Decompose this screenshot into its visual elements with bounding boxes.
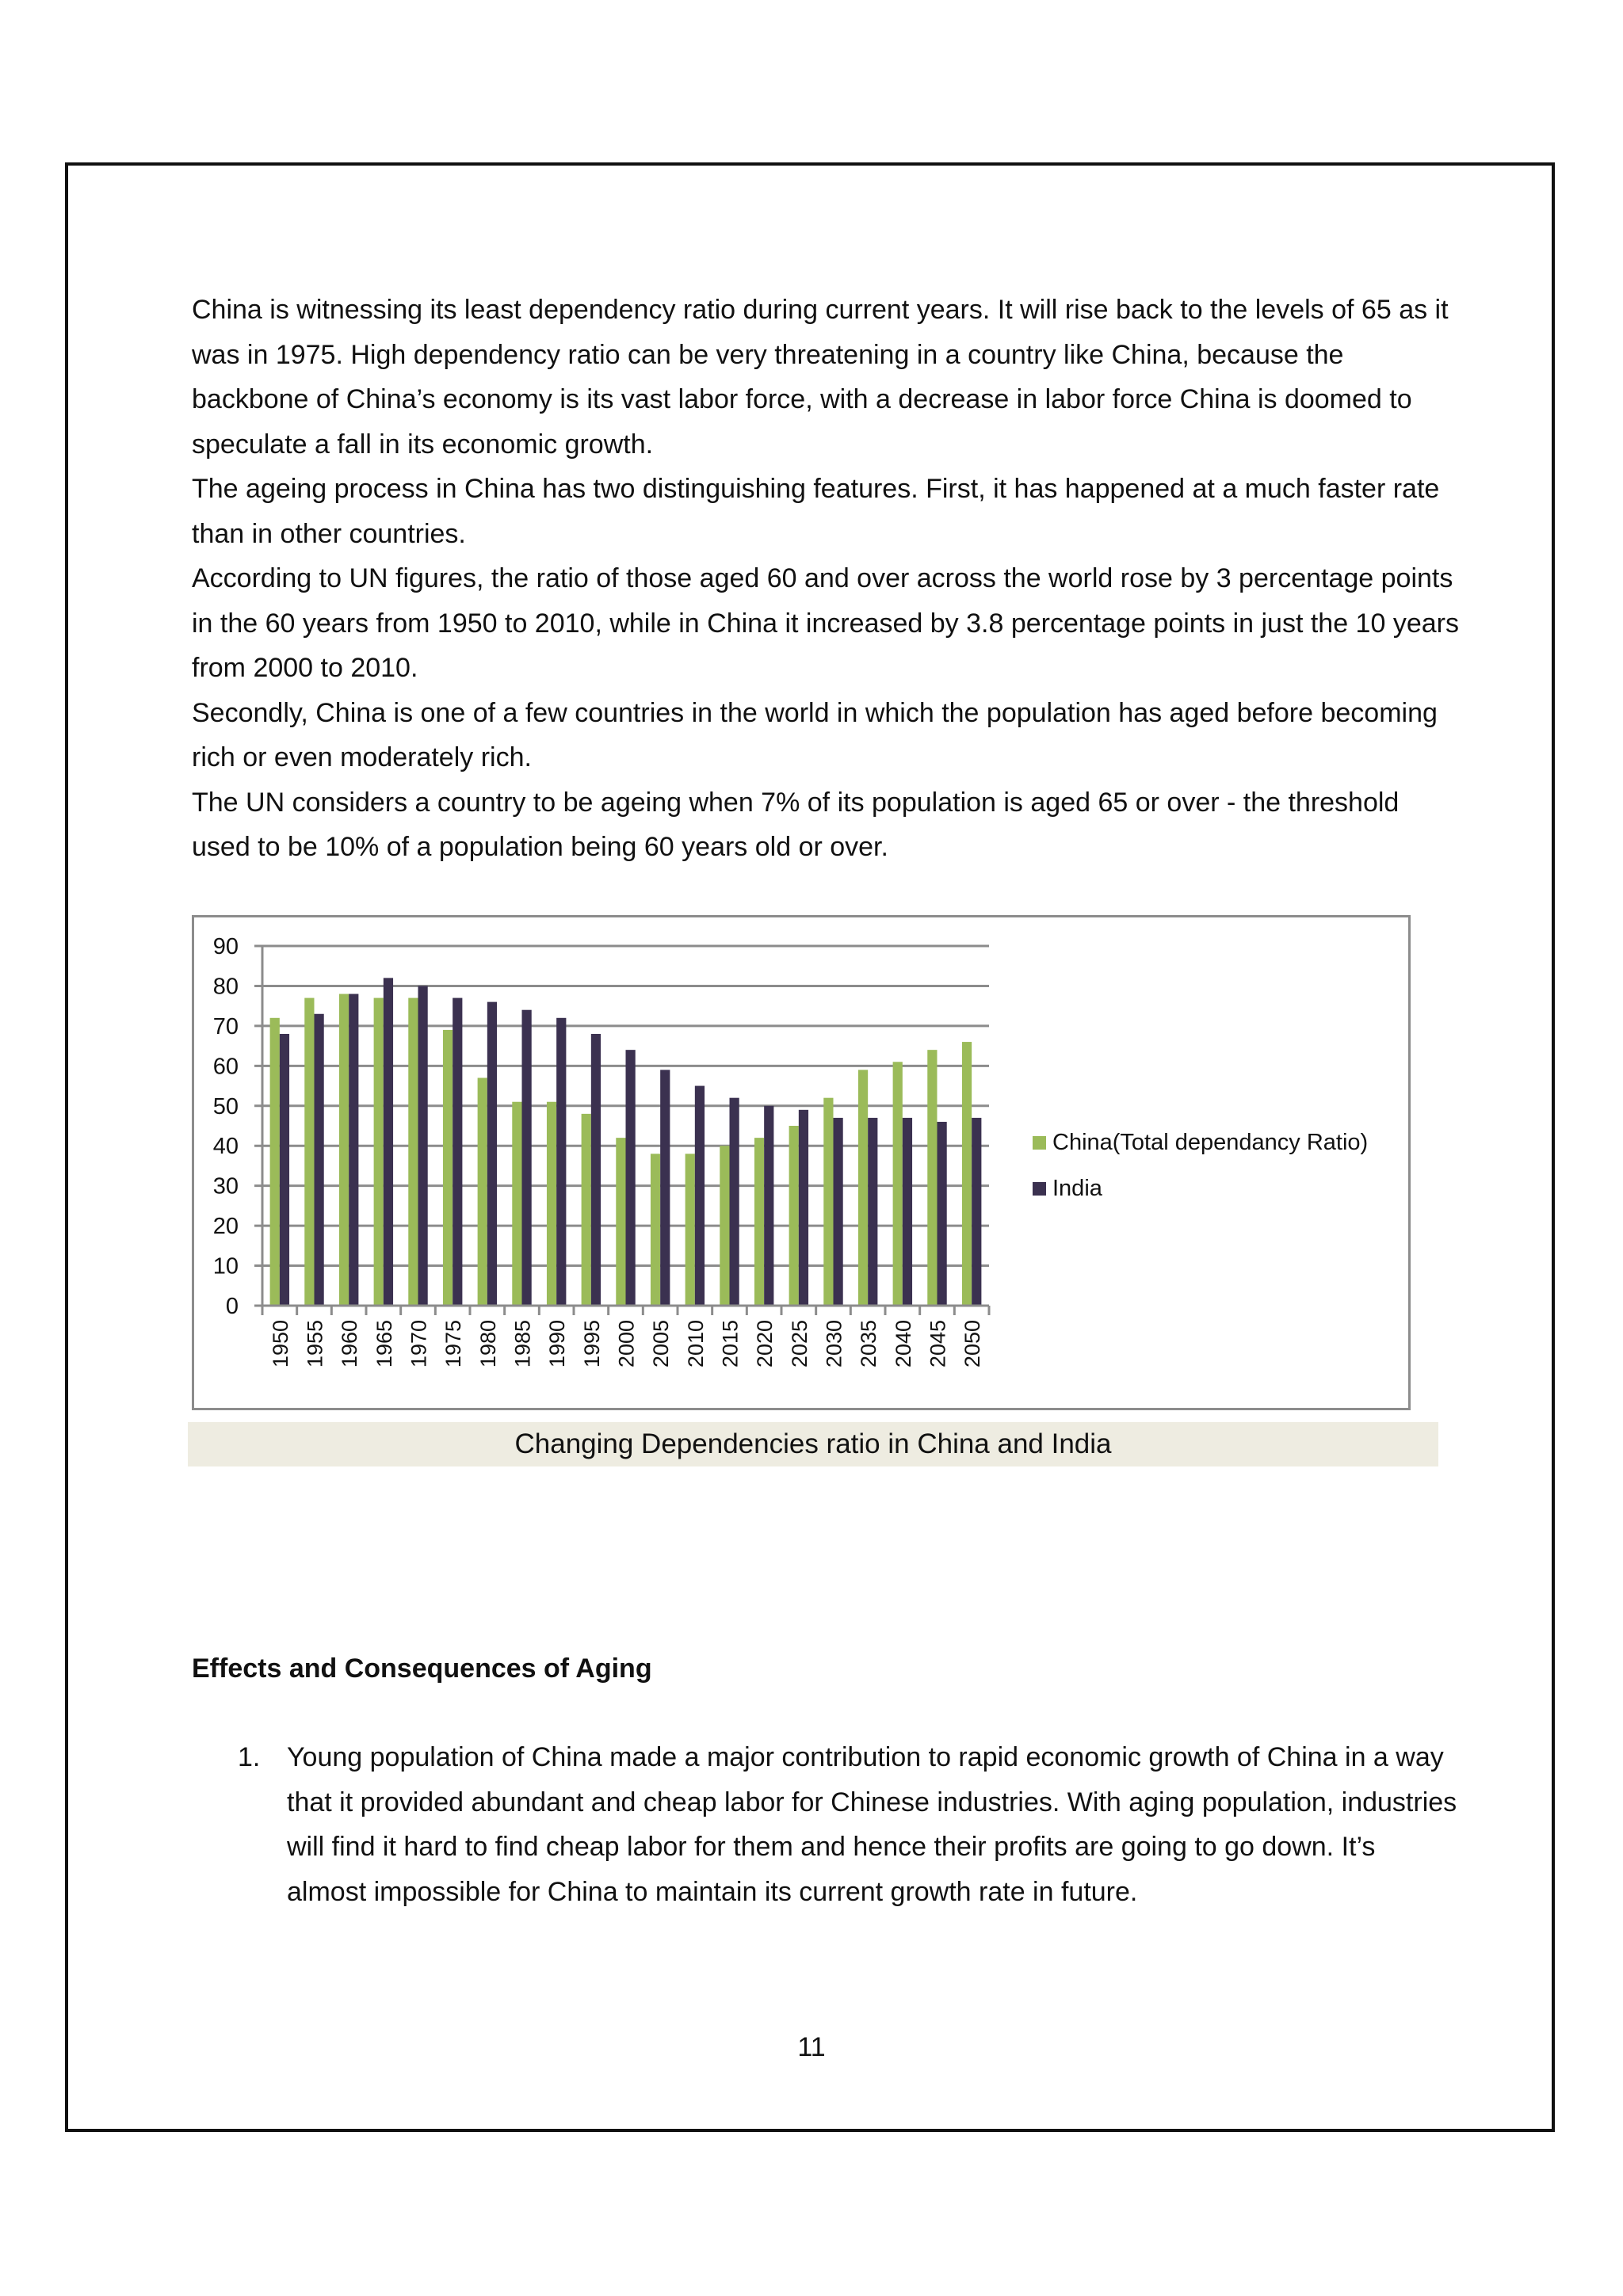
x-tick-label: 2035 xyxy=(857,1320,881,1368)
x-tick-label: 1995 xyxy=(579,1320,604,1368)
list-number: 1. xyxy=(238,1742,261,1772)
paragraph: China is witnessing its least dependency ratio during current years. It will rise back to the levels of 65 as it was in 1975. High dependency ratio can be very threatening in a country like China, because the backbone of China’s economy is its vast labor force, with a decrease in labor force China is doomed to speculate a fall in its economic growth. xyxy=(192,295,1449,460)
bar-china xyxy=(685,1154,695,1306)
x-tick-label: 2010 xyxy=(683,1320,708,1368)
y-tick-label: 20 xyxy=(212,1214,239,1240)
legend-swatch-india xyxy=(1033,1182,1046,1196)
x-tick-label: 1970 xyxy=(407,1320,431,1368)
paragraph: Secondly, China is one of a few countries in the world in which the population has aged before becoming rich or even moderately rich. xyxy=(192,697,1438,772)
figure-caption: Changing Dependencies ratio in China and India xyxy=(188,1422,1438,1466)
legend-item-china xyxy=(1033,1119,1368,1165)
x-tick-label: 1975 xyxy=(441,1320,466,1368)
bar-india xyxy=(660,1070,670,1306)
bar-india xyxy=(315,1014,324,1306)
x-tick-label: 2005 xyxy=(649,1320,674,1368)
x-tick-label: 1985 xyxy=(510,1320,535,1368)
paragraph: According to UN figures, the ratio of those aged 60 and over across the world rose by 3 percentage points in the 60 years from 1950 to 2010, while in China it increased by 3.8 percentage points in just the 10 years from 2000 to 2010. xyxy=(192,563,1459,683)
y-tick-label: 30 xyxy=(212,1173,239,1199)
bar-china xyxy=(443,1030,453,1306)
x-tick-label: 1965 xyxy=(372,1320,396,1368)
list-item: Young population of China made a major contribution to rapid economic growth of China in a way that it provided abundant and cheap labor for Chinese industries. With aging population, industries will find it hard to find cheap labor for them and hence their profits are going to go down. It’s almost impossible for China to maintain its current growth rate in future. xyxy=(287,1742,1457,1907)
bar-china xyxy=(651,1154,660,1306)
bar-india xyxy=(938,1122,947,1306)
bar-china xyxy=(858,1070,868,1306)
bar-china xyxy=(616,1138,625,1306)
y-tick-label: 90 xyxy=(212,934,239,959)
bar-china xyxy=(582,1114,591,1306)
x-tick-label: 2020 xyxy=(753,1320,777,1368)
body-text xyxy=(192,288,1460,870)
x-tick-label: 2000 xyxy=(614,1320,639,1368)
bar-china xyxy=(754,1138,764,1306)
chart-frame xyxy=(192,915,1411,1410)
bar-china xyxy=(547,1102,556,1306)
bar-india xyxy=(418,986,428,1306)
bar-china xyxy=(478,1077,487,1306)
bar-india xyxy=(799,1110,808,1306)
y-tick-label: 0 xyxy=(225,1294,239,1319)
bar-china xyxy=(720,1146,729,1306)
x-tick-label: 1950 xyxy=(268,1320,292,1368)
x-tick-label: 1980 xyxy=(475,1320,500,1368)
bar-china xyxy=(893,1062,903,1306)
legend-item-india xyxy=(1033,1165,1368,1211)
bar-india xyxy=(903,1118,912,1306)
paragraph: The ageing process in China has two distinguishing features. First, it has happened at a much faster rate than in other countries. xyxy=(192,474,1440,549)
bar-china xyxy=(374,998,384,1306)
bar-india xyxy=(764,1106,773,1306)
x-tick-label: 2025 xyxy=(787,1320,812,1368)
x-tick-label: 1955 xyxy=(303,1320,327,1368)
bar-china xyxy=(339,994,349,1306)
legend-swatch-china xyxy=(1033,1136,1046,1150)
bar-india xyxy=(591,1034,601,1306)
bar-china xyxy=(270,1018,280,1306)
bar-china xyxy=(789,1126,799,1306)
y-tick-label: 10 xyxy=(212,1253,239,1280)
paragraph: The UN considers a country to be ageing when 7% of its population is aged 65 or over - the threshold used to be 10% of a population being 60 years old or over. xyxy=(192,787,1400,862)
bar-china xyxy=(927,1050,937,1306)
chart-legend xyxy=(1033,1119,1368,1211)
page-number: 11 xyxy=(797,2032,826,2062)
x-tick-label: 1960 xyxy=(338,1320,362,1368)
y-tick-label: 80 xyxy=(212,974,239,1000)
bar-india xyxy=(487,1002,497,1306)
y-tick-label: 70 xyxy=(212,1013,239,1039)
legend-label: India xyxy=(1052,1175,1102,1201)
bar-india xyxy=(695,1086,705,1306)
x-tick-label: 2050 xyxy=(960,1320,985,1368)
bar-india xyxy=(868,1118,877,1306)
x-tick-label: 2045 xyxy=(926,1320,950,1368)
x-tick-label: 2040 xyxy=(891,1320,915,1368)
bar-india xyxy=(522,1010,532,1306)
bar-china xyxy=(962,1042,972,1306)
bar-china xyxy=(408,998,418,1306)
bar-india xyxy=(834,1118,843,1306)
bar-china xyxy=(512,1102,521,1306)
x-tick-label: 2030 xyxy=(822,1320,846,1368)
bar-china xyxy=(823,1098,833,1306)
bar-india xyxy=(556,1018,566,1306)
bar-india xyxy=(453,998,462,1306)
bar-india xyxy=(730,1098,739,1306)
bar-india xyxy=(280,1034,289,1306)
legend-label: China(Total dependancy Ratio) xyxy=(1052,1129,1369,1155)
bar-india xyxy=(972,1118,981,1306)
bar-china xyxy=(304,998,314,1306)
bar-india xyxy=(384,978,393,1306)
x-tick-label: 1990 xyxy=(545,1320,570,1368)
bar-india xyxy=(626,1050,636,1306)
x-tick-label: 2015 xyxy=(718,1320,743,1368)
section-heading: Effects and Consequences of Aging xyxy=(192,1653,652,1684)
y-tick-label: 50 xyxy=(212,1093,239,1119)
y-tick-label: 60 xyxy=(212,1054,239,1080)
y-tick-label: 40 xyxy=(212,1134,239,1160)
bar-india xyxy=(349,994,358,1306)
